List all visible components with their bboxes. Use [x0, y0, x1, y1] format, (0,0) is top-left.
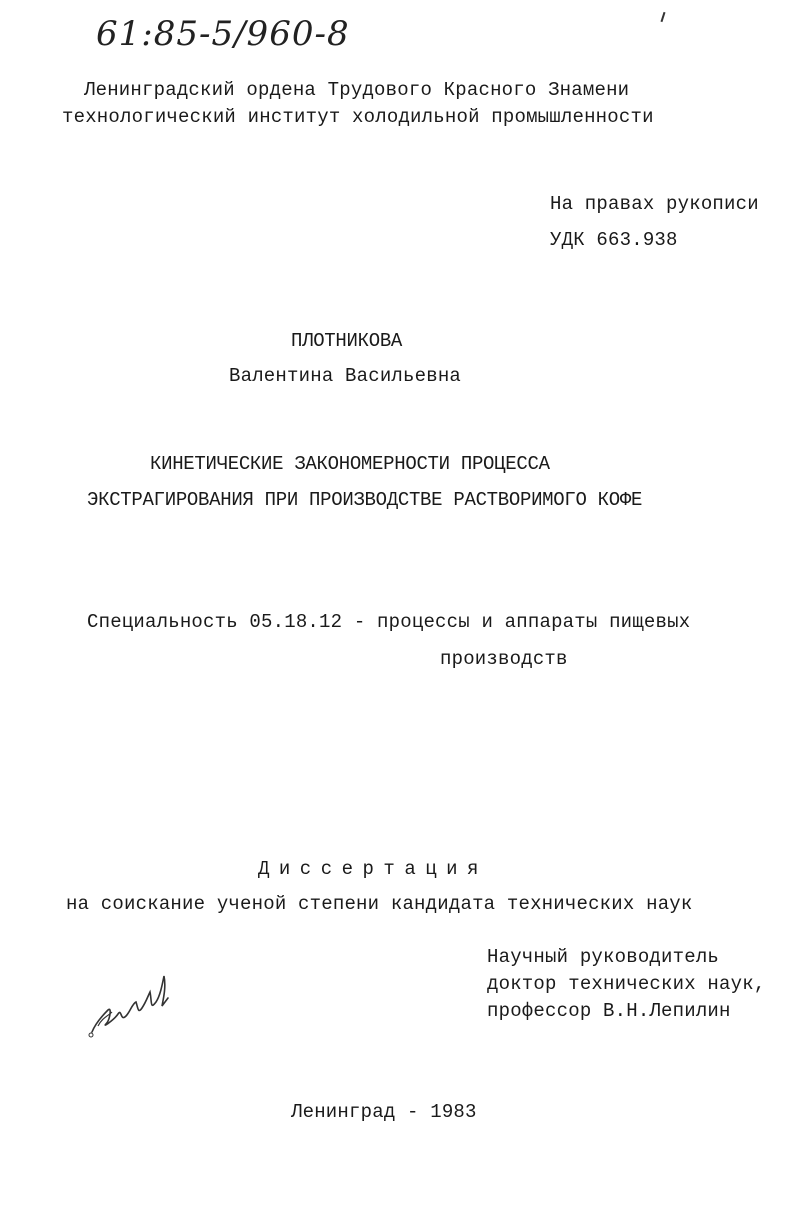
- author-surname: ПЛОТНИКОВА: [291, 330, 403, 352]
- thesis-title-line-2: ЭКСТРАГИРОВАНИЯ ПРИ ПРОИЗВОДСТВЕ РАСТВОРИМОГО КОФЕ: [87, 489, 643, 511]
- rights-notice: На правах рукописи: [550, 193, 759, 215]
- institute-line-2: технологический институт холодильной промышленности: [62, 106, 654, 128]
- dissertation-subtitle: на соискание ученой степени кандидата технических наук: [66, 893, 693, 915]
- institute-line-1: Ленинградский ордена Трудового Красного Знамени: [84, 79, 630, 101]
- supervisor-line-3: профессор В.Н.Лепилин: [487, 1000, 731, 1022]
- thesis-title-line-1: КИНЕТИЧЕСКИЕ ЗАКОНОМЕРНОСТИ ПРОЦЕССА: [150, 453, 550, 475]
- handwritten-signature: [86, 962, 176, 1042]
- pen-mark: [661, 12, 666, 22]
- specialty-line-1: Специальность 05.18.12 - процессы и аппараты пищевых: [87, 611, 691, 633]
- supervisor-line-1: Научный руководитель: [487, 946, 720, 968]
- archive-code: 61:85-5/960-8: [96, 14, 350, 54]
- dissertation-heading: Диссертация: [258, 858, 488, 880]
- place-and-year: Ленинград - 1983: [291, 1101, 477, 1123]
- author-name: Валентина Васильевна: [229, 365, 462, 387]
- specialty-line-2: производств: [440, 648, 568, 670]
- supervisor-line-2: доктор технических наук,: [487, 973, 766, 995]
- udc-code: УДК 663.938: [550, 229, 678, 251]
